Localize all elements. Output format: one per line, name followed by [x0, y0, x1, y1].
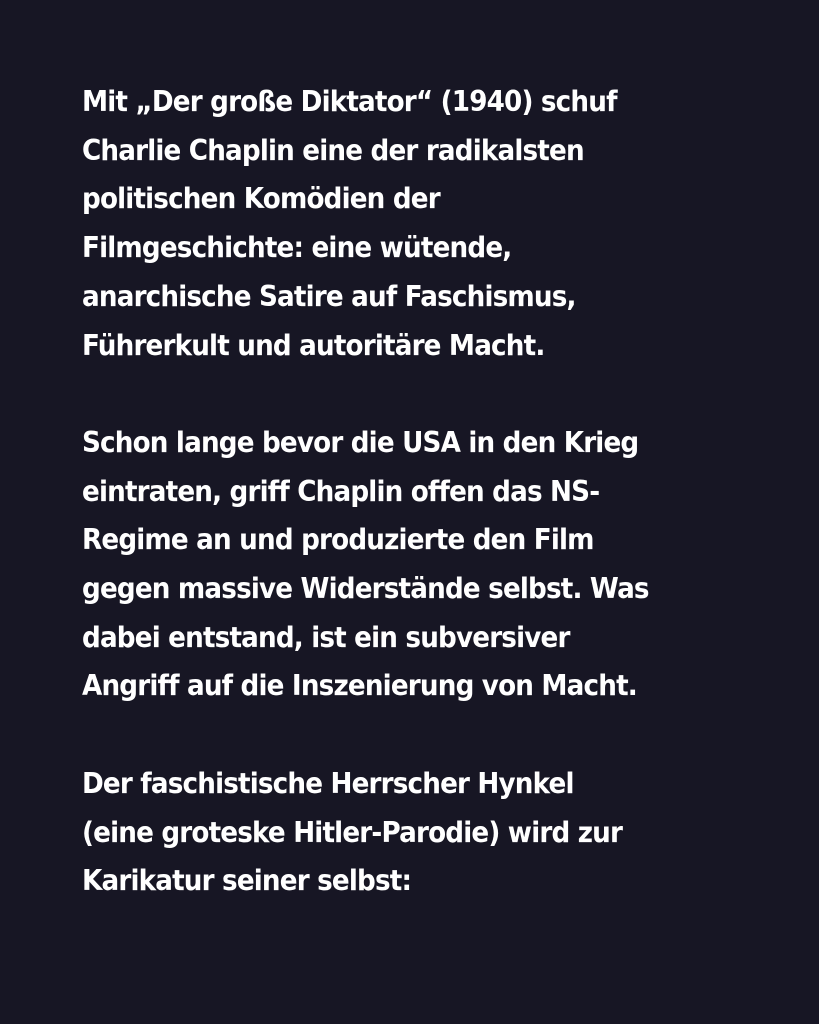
paragraph-2	[82, 419, 749, 711]
text-line: Der faschistische Herrscher Hynkel	[82, 766, 574, 800]
paragraph-1	[82, 78, 749, 370]
text-line: Schon lange bevor die USA in den Krieg	[82, 425, 639, 459]
text-line: Führerkult und autoritäre Macht.	[82, 328, 545, 362]
text-line: dabei entstand, ist ein subversiver	[82, 620, 570, 654]
text-line: Charlie Chaplin eine der radikalsten	[82, 133, 584, 167]
text-line: Mit „Der große Diktator“ (1940) schuf	[82, 85, 617, 118]
text-line: Karikatur seiner selbst:	[82, 864, 412, 898]
paragraph-3	[82, 760, 749, 906]
text-line: Regime an und produzierte den Film	[82, 523, 594, 557]
text-line: (eine groteske Hitler-Parodie) wird zur	[82, 815, 623, 849]
text-line: Filmgeschichte: eine wütende,	[82, 231, 512, 265]
text-line: eintraten, griff Chaplin offen das NS-	[82, 474, 600, 508]
text-line: Angriff auf die Inszenierung von Macht.	[82, 669, 637, 703]
text-line: anarchische Satire auf Faschismus,	[82, 279, 576, 313]
article-text	[82, 78, 749, 906]
text-line: gegen massive Widerstände selbst. Was	[82, 572, 649, 606]
text-line: politischen Komödien der	[82, 182, 440, 216]
